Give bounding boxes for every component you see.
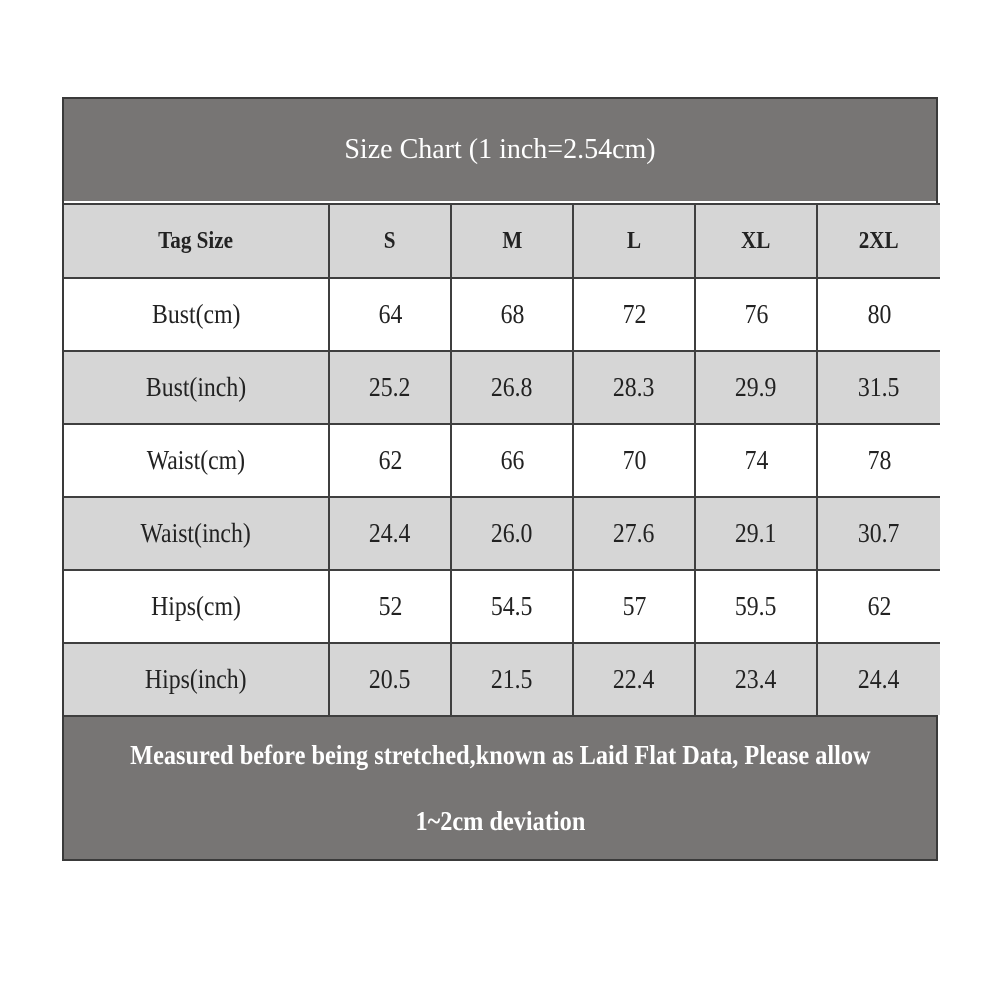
table-cell: 24.4 xyxy=(816,642,940,715)
table-cell: 78 xyxy=(816,423,940,496)
table-cell: 23.4 xyxy=(694,642,816,715)
table-cell: 21.5 xyxy=(450,642,572,715)
measurement-note xyxy=(64,715,936,859)
table-cell: 54.5 xyxy=(450,569,572,642)
table-cell: 28.3 xyxy=(572,350,694,423)
table-cell: 59.5 xyxy=(694,569,816,642)
table-cell: 57 xyxy=(572,569,694,642)
header-size-2xl: 2XL xyxy=(816,203,940,277)
header-size-m: M xyxy=(450,203,572,277)
table-cell: 30.7 xyxy=(816,496,940,569)
table-cell: 22.4 xyxy=(572,642,694,715)
table-cell: 74 xyxy=(694,423,816,496)
table-cell: 24.4 xyxy=(328,496,450,569)
table-row xyxy=(64,277,940,350)
table-cell: 72 xyxy=(572,277,694,350)
table-cell: 80 xyxy=(816,277,940,350)
table-cell: 26.8 xyxy=(450,350,572,423)
chart-title: Size Chart (1 inch=2.54cm) xyxy=(344,134,656,165)
table-row xyxy=(64,569,940,642)
table-cell: 27.6 xyxy=(572,496,694,569)
note-line-2: 1~2cm deviation xyxy=(415,806,585,836)
table-cell: 62 xyxy=(816,569,940,642)
header-tag-size: Tag Size xyxy=(64,203,328,277)
header-size-l: L xyxy=(572,203,694,277)
table-row xyxy=(64,496,940,569)
row-label: Waist(inch) xyxy=(64,496,328,569)
table-row xyxy=(64,423,940,496)
row-label: Bust(cm) xyxy=(64,277,328,350)
table-cell: 29.9 xyxy=(694,350,816,423)
size-chart-table xyxy=(62,97,938,861)
table-row xyxy=(64,350,940,423)
table-cell: 66 xyxy=(450,423,572,496)
row-label: Waist(cm) xyxy=(64,423,328,496)
header-size-xl: XL xyxy=(694,203,816,277)
header-row xyxy=(64,203,940,277)
table-cell: 64 xyxy=(328,277,450,350)
header-size-s: S xyxy=(328,203,450,277)
table-cell: 68 xyxy=(450,277,572,350)
table-row xyxy=(64,642,940,715)
table-cell: 29.1 xyxy=(694,496,816,569)
table-cell: 20.5 xyxy=(328,642,450,715)
row-label: Hips(inch) xyxy=(64,642,328,715)
table-cell: 25.2 xyxy=(328,350,450,423)
table-cell: 62 xyxy=(328,423,450,496)
table-cell: 31.5 xyxy=(816,350,940,423)
row-label: Hips(cm) xyxy=(64,569,328,642)
table-cell: 26.0 xyxy=(450,496,572,569)
size-grid xyxy=(64,203,940,715)
table-cell: 52 xyxy=(328,569,450,642)
row-label: Bust(inch) xyxy=(64,350,328,423)
note-line-1: Measured before being stretched,known as Laid Flat Data, Please allow xyxy=(129,740,871,770)
table-cell: 76 xyxy=(694,277,816,350)
table-cell: 70 xyxy=(572,423,694,496)
chart-title-bar xyxy=(64,99,936,203)
